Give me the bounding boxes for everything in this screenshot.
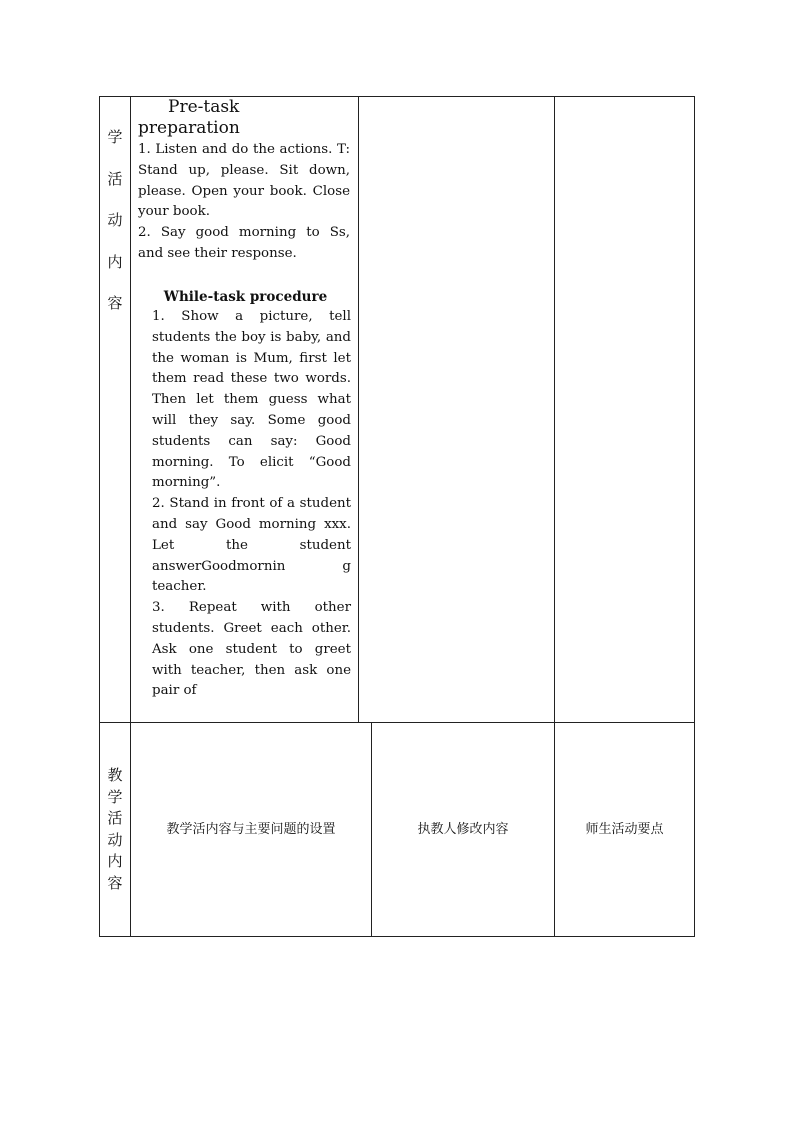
while-task-item-2: 2. Stand in front of a student and say Good morning xxx. Let the student answerGoodmornin g teacher. bbox=[152, 496, 351, 595]
while-task-items bbox=[152, 307, 351, 702]
side-label-char: 容 bbox=[107, 294, 123, 312]
side-label-char: 学 bbox=[107, 787, 123, 806]
row2-side-label bbox=[100, 765, 130, 894]
side-label-char: 动 bbox=[107, 211, 123, 229]
table-label-divider bbox=[130, 96, 131, 937]
row1-side-label bbox=[100, 117, 130, 325]
pre-task-title-line2: preparation bbox=[138, 118, 240, 138]
table-col-divider-2 bbox=[554, 96, 555, 937]
row1-col-divider-1 bbox=[358, 96, 359, 723]
side-label-char: 活 bbox=[107, 809, 123, 827]
side-label-char: 内 bbox=[107, 852, 123, 870]
table-border-bottom bbox=[99, 936, 695, 937]
pre-task-items bbox=[138, 140, 350, 265]
table-border-right bbox=[694, 96, 695, 937]
table-row-divider bbox=[99, 722, 695, 723]
while-task-item-3: 3. Repeat with other students. Greet each other. Ask one student to greet with teacher, then ask one pair of bbox=[152, 600, 351, 699]
side-label-char: 活 bbox=[107, 169, 123, 188]
pre-task-item-1: 1. Listen and do the actions. T: Stand up, please. Sit down, please. Open your book. Close your book. bbox=[138, 142, 350, 220]
side-label-char: 动 bbox=[107, 830, 123, 849]
side-label-char: 内 bbox=[107, 252, 123, 271]
side-label-char: 教 bbox=[107, 766, 123, 784]
side-label-char: 容 bbox=[107, 873, 123, 892]
row2-col3-header: 师生活动要点 bbox=[585, 822, 664, 837]
row2-col2-header: 执教人修改内容 bbox=[417, 822, 509, 837]
pre-task-item-2: 2. Say good morning to Ss, and see their response. bbox=[138, 225, 350, 261]
pre-task-title-line1: Pre-task bbox=[168, 97, 240, 117]
pre-task-heading bbox=[138, 97, 353, 139]
while-task-item-1: 1. Show a picture, tell students the boy is baby, and the woman is Mum, first let them read these two words. Then let them guess what will they say. Some good students can say: Good morning. To elicit “Good morning”. bbox=[152, 309, 351, 491]
while-task-heading: While-task procedure bbox=[163, 289, 328, 305]
row2-col1-header: 教学活内容与主要问题的设置 bbox=[166, 822, 336, 837]
side-label-char: 学 bbox=[107, 128, 123, 146]
